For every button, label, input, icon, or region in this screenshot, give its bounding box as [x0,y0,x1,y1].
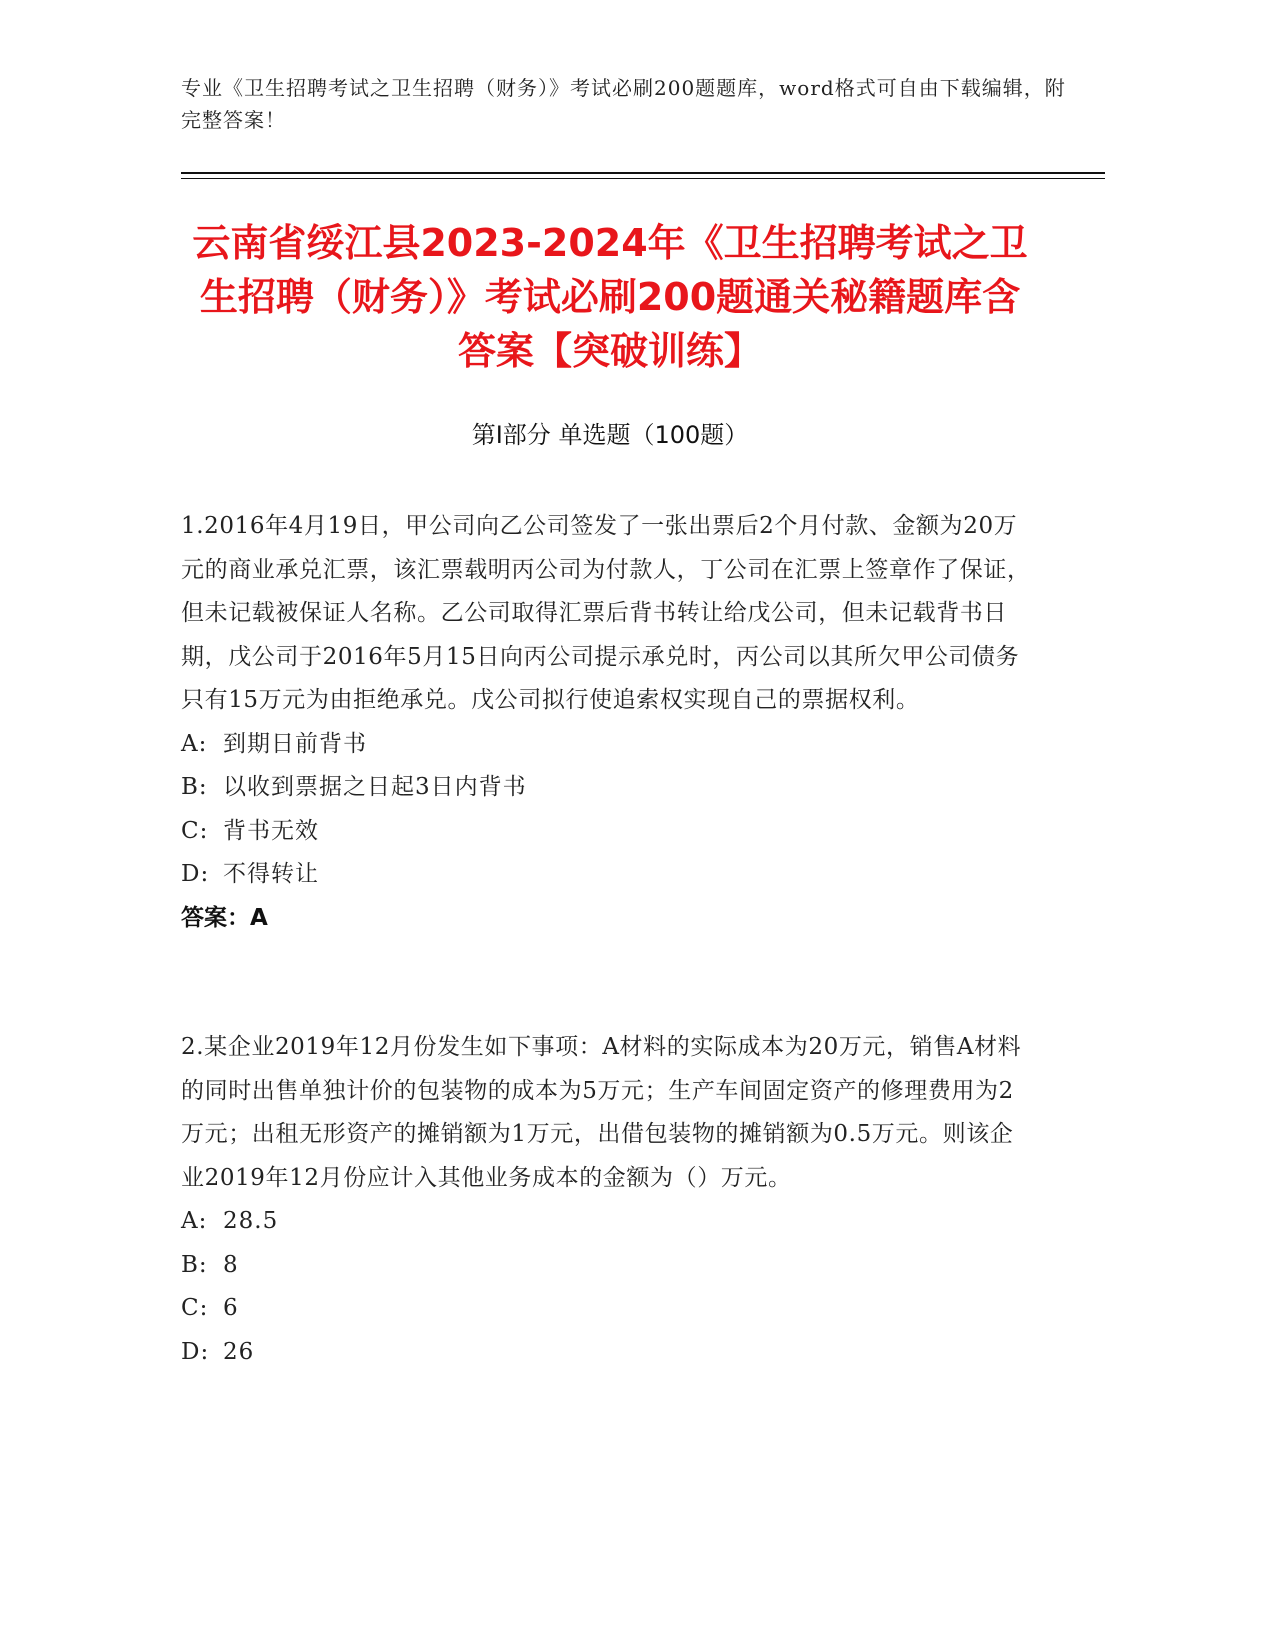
option-a [181,1200,1036,1244]
question-stem: 1.2016年4月19日，甲公司向乙公司签发了一张出票后2个月付款、金额为20万元的商业承兑汇票，该汇票载明丙公司为付款人，丁公司在汇票上签章作了保证，但未记载被保证人名称。乙公司取得汇票后背书转让给戊公司，但未记载背书日期，戊公司于2016年5月15日向丙公司提示承兑时，丙公司以其所欠甲公司债务只有15万元为由拒绝承兑。戊公司拟行使追索权实现自己的票据权利。 [181,513,1031,713]
option-a [181,723,1036,767]
option-text: 到期日前背书 [223,730,367,757]
header-note: 专业《卫生招聘考试之卫生招聘（财务）》考试必刷200题题库，word格式可自由下载编辑，附完整答案！ [181,76,1066,132]
question-1 [181,505,1036,940]
option-c [181,810,1036,854]
option-d [181,853,1036,897]
option-text: 8 [223,1251,239,1278]
header-divider-thin [181,178,1105,179]
option-d [181,1331,1036,1375]
question-2 [181,1026,1036,1374]
option-key: B: [181,1251,208,1278]
option-key: A: [181,1208,208,1234]
option-key: D: [181,861,210,887]
option-text: 背书无效 [223,817,319,844]
section-title: 第Ⅰ部分 单选题（100题） [471,421,749,449]
question-stem: 2.某企业2019年12月份发生如下事项：A材料的实际成本为20万元，销售A材料的同时出售单独计价的包装物的成本为5万元；生产车间固定资产的修理费用为2万元；出租无形资产的摊销额为1万元，出借包装物的摊销额为0.5万元。则该企业2019年12月份应计入其他业务成本的金额为（）万元。 [181,1034,1022,1191]
option-text: 以收到票据之日起3日内背书 [223,774,527,800]
option-text: 不得转让 [223,861,319,887]
option-text: 28.5 [223,1208,279,1234]
option-b [181,766,1036,810]
option-c [181,1287,1036,1331]
answer: 答案：A [181,904,268,931]
option-text: 6 [223,1295,239,1321]
option-key: B: [181,774,208,800]
document-title: 云南省绥江县2023-2024年《卫生招聘考试之卫生招聘（财务）》考试必刷200题通关秘籍题库含答案【突破训练】 [192,221,1028,373]
option-b [181,1244,1036,1288]
option-text: 26 [223,1338,255,1365]
option-key: D: [181,1338,210,1365]
option-key: A: [181,730,208,757]
option-key: C: [181,817,209,844]
option-key: C: [181,1295,209,1321]
header-divider-thick [181,172,1105,174]
